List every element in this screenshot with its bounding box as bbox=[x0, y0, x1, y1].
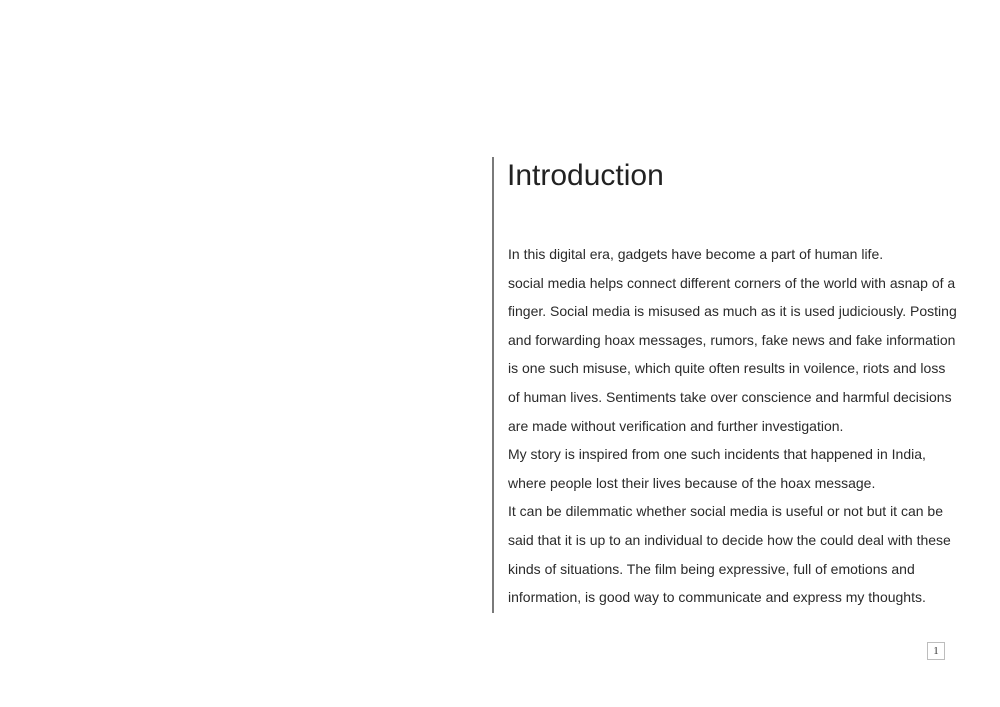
paragraph-2: social media helps connect different corners of the world with asnap of a finger. Social media is misused as much as it is used judiciously. Posting and forwarding hoax messages, rumors, fake news and fake information is one such misuse, which quite often results in voilence, riots and loss of human lives. Sentiments take over conscience and harmful decisions are made without verification and further investigation. bbox=[508, 274, 957, 434]
paragraph-3: My story is inspired from one such incidents that happened in India, where people lost their lives because of the hoax message. bbox=[508, 446, 926, 491]
paragraph-4: It can be dilemmatic whether social media is useful or not but it can be said that it is up to an individual to decide how the could deal with these kinds of situations. The film being expressive, full of emotions and information, is good way to communicate and express my thoughts. bbox=[508, 503, 951, 606]
paragraph-1: In this digital era, gadgets have become a part of human life. bbox=[508, 246, 884, 262]
vertical-divider bbox=[492, 157, 494, 613]
page-title: Introduction bbox=[507, 159, 664, 192]
main-content bbox=[508, 157, 960, 612]
body-text bbox=[508, 240, 960, 612]
page-number: 1 bbox=[927, 642, 945, 660]
